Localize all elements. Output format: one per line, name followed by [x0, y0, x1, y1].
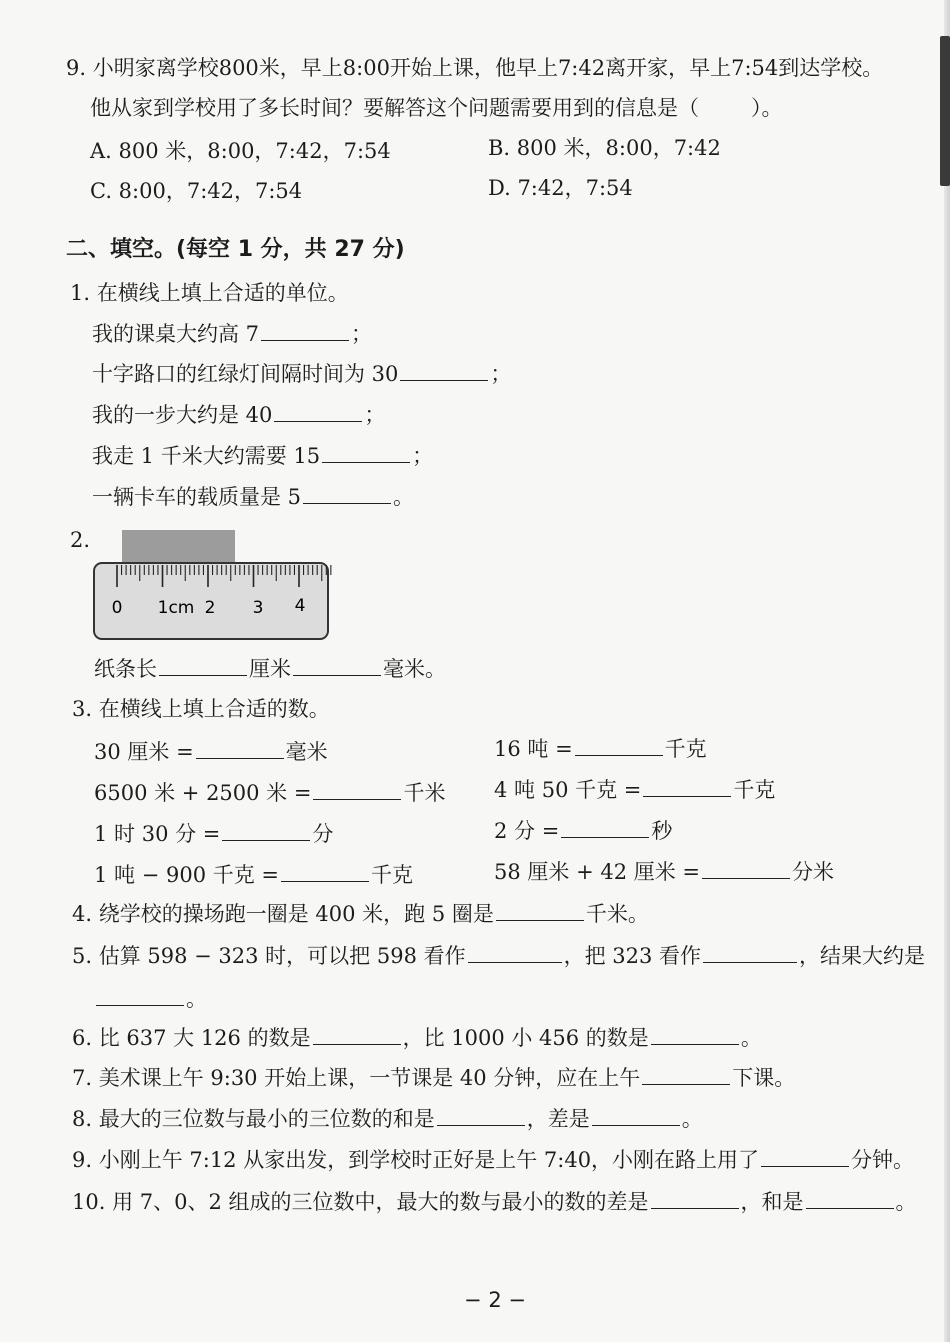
- q1-item-5: [92, 481, 414, 511]
- answer-blank[interactable]: [96, 983, 184, 1006]
- answer-blank[interactable]: [313, 777, 401, 800]
- q1-item-3: [92, 399, 385, 429]
- ruler-figure: [92, 530, 332, 642]
- answer-blank[interactable]: [313, 1022, 401, 1045]
- q6-mid: ，比 1000 小 456 的数是: [402, 1026, 649, 1050]
- q2-answer: [94, 653, 446, 683]
- q5-post: 。: [186, 987, 207, 1011]
- answer-blank[interactable]: [222, 818, 310, 841]
- answer-blank[interactable]: [642, 1062, 730, 1085]
- answer-blank[interactable]: [575, 733, 663, 756]
- answer-blank[interactable]: [651, 1022, 739, 1045]
- q3-left-3: [94, 818, 333, 848]
- q3-left-4: [94, 859, 413, 889]
- answer-blank[interactable]: [159, 653, 247, 676]
- q1-item-1: [92, 318, 372, 348]
- q5-line2: [94, 983, 207, 1013]
- answer-blank[interactable]: [281, 859, 369, 882]
- q7-text: 7. 美术课上午 9:30 开始上课，一节课是 40 分钟，应在上午: [72, 1066, 641, 1090]
- page-number: − 2 −: [464, 1288, 526, 1312]
- q9-stem-line1: 9. 小明家离学校800米，早上8:00开始上课，他早上7:42离开家，早上7:54到达学校。: [66, 56, 884, 80]
- q10-post: 。: [895, 1190, 917, 1214]
- q3-right-2: [494, 774, 775, 804]
- q10-text: 10. 用 7、0、2 组成的三位数中，最大的数与最小的数的差是: [72, 1190, 649, 1214]
- q6-post: 。: [740, 1026, 762, 1050]
- answer-blank[interactable]: [303, 481, 391, 504]
- q6-text: 6. 比 637 大 126 的数是: [72, 1026, 311, 1050]
- ruler-label-4: 4: [294, 596, 306, 616]
- ruler-label-3: 3: [252, 598, 264, 618]
- q1-item-text: 我的一步大约是 40: [92, 403, 273, 427]
- answer-blank[interactable]: [561, 815, 649, 838]
- q3-unit: 秒: [651, 819, 673, 843]
- q1-item-punct: 。: [393, 485, 415, 509]
- q1-title: 1. 在横线上填上合适的单位。: [70, 281, 349, 305]
- q9-option-c: C. 8:00，7:42，7:54: [90, 179, 303, 203]
- ruler-label-1cm: 1cm: [157, 598, 195, 618]
- q4-text: 4. 绕学校的操场跑一圈是 400 米，跑 5 圈是: [72, 902, 494, 926]
- q9-stem-post: ）。: [751, 96, 783, 120]
- answer-blank[interactable]: [806, 1186, 894, 1209]
- q9-option-d: D. 7:42，7:54: [488, 176, 633, 200]
- q3-left-1: [94, 736, 328, 766]
- q1-item-text: 我的课桌大约高 7: [92, 322, 260, 346]
- q3-expr: 30 厘米 =: [94, 740, 194, 764]
- q3-expr: 16 吨 =: [494, 737, 573, 761]
- answer-blank[interactable]: [702, 856, 790, 879]
- q3-right-3: [494, 815, 672, 845]
- q5-text: 5. 估算 598 − 323 时，可以把 598 看作: [72, 944, 466, 968]
- q8-text: 8. 最大的三位数与最小的三位数的和是: [72, 1107, 435, 1131]
- answer-blank[interactable]: [293, 653, 381, 676]
- q3-unit: 分米: [792, 860, 835, 884]
- q2-answer-post: 毫米。: [383, 657, 446, 681]
- answer-blank[interactable]: [261, 318, 349, 341]
- q7: [72, 1062, 795, 1092]
- ruler-label-2: 2: [204, 598, 216, 618]
- q2-label: 2.: [70, 528, 91, 552]
- q3-unit: 分: [312, 822, 334, 846]
- answer-blank[interactable]: [196, 736, 284, 759]
- q8-mid: ，差是: [526, 1107, 590, 1131]
- q3-expr: 58 厘米 + 42 厘米 =: [494, 860, 701, 884]
- answer-blank[interactable]: [703, 940, 797, 963]
- q4: [72, 898, 649, 928]
- q9-stem-line2: [90, 94, 783, 122]
- q10: [72, 1186, 917, 1216]
- q3-title: 3. 在横线上填上合适的数。: [72, 697, 330, 721]
- ruler-svg: [92, 530, 332, 642]
- q1-item-4: [92, 440, 433, 470]
- q1-item-2: [92, 358, 511, 388]
- q3-left-2: [94, 777, 445, 807]
- q9-option-b: B. 800 米，8:00，7:42: [488, 136, 721, 160]
- q1-item-punct: ；: [490, 362, 512, 386]
- q2-answer-mid: 厘米: [249, 657, 291, 681]
- scan-mark: [940, 36, 950, 186]
- answer-blank[interactable]: [400, 358, 488, 381]
- q3-unit: 千米: [403, 781, 446, 805]
- answer-blank[interactable]: [437, 1103, 525, 1126]
- scan-edge: [944, 0, 950, 1342]
- q8: [72, 1103, 703, 1133]
- q1-item-text: 我走 1 千米大约需要 15: [92, 444, 321, 468]
- answer-blank[interactable]: [468, 940, 562, 963]
- paper-strip: [122, 530, 235, 564]
- ruler-label-0: 0: [111, 598, 123, 618]
- q6: [72, 1022, 762, 1052]
- q9-stem-pre: 他从家到学校用了多长时间？要解答这个问题需要用到的信息是（: [90, 96, 699, 120]
- q3-right-4: [494, 856, 834, 886]
- q5-mid: ，把 323 看作: [563, 944, 702, 968]
- answer-blank[interactable]: [496, 898, 584, 921]
- q4-post: 千米。: [585, 902, 649, 926]
- q8-post: 。: [681, 1107, 703, 1131]
- answer-blank[interactable]: [592, 1103, 680, 1126]
- q1-item-text: 一辆卡车的载质量是 5: [92, 485, 302, 509]
- q3-unit: 千克: [371, 863, 414, 887]
- q10-mid: ，和是: [740, 1190, 804, 1214]
- q3-unit: 千克: [664, 737, 707, 761]
- q9-fill-post: 分钟。: [851, 1148, 915, 1172]
- q3-expr: 4 吨 50 千克 =: [494, 778, 642, 802]
- q9-fill: [72, 1144, 914, 1174]
- answer-blank[interactable]: [651, 1186, 739, 1209]
- q5-mid2: ，结果大约是: [799, 944, 926, 968]
- q9-option-a: A. 800 米，8:00，7:42，7:54: [90, 139, 391, 163]
- q3-expr: 1 时 30 分 =: [94, 822, 221, 846]
- q1-item-punct: ；: [364, 403, 386, 427]
- q1-item-punct: ；: [412, 444, 434, 468]
- q3-expr: 1 吨 − 900 千克 =: [94, 863, 280, 887]
- q9-fill-text: 9. 小刚上午 7:12 从家出发，到学校时正好是上午 7:40，小刚在路上用了: [72, 1148, 760, 1172]
- q2-answer-pre: 纸条长: [94, 657, 157, 681]
- answer-blank[interactable]: [322, 440, 410, 463]
- q3-expr: 6500 米 + 2500 米 =: [94, 781, 312, 805]
- q3-unit: 毫米: [285, 740, 328, 764]
- q3-expr: 2 分 =: [494, 819, 560, 843]
- q1-item-text: 十字路口的红绿灯间隔时间为 30: [92, 362, 399, 386]
- q7-post: 下课。: [732, 1066, 796, 1090]
- q1-item-punct: ；: [351, 322, 373, 346]
- answer-blank[interactable]: [761, 1144, 849, 1167]
- answer-blank[interactable]: [274, 399, 362, 422]
- q5-line1: [72, 940, 925, 970]
- answer-blank[interactable]: [643, 774, 731, 797]
- q3-right-1: [494, 733, 707, 763]
- q3-unit: 千克: [733, 778, 776, 802]
- section2-heading: 二、填空。(每空 1 分，共 27 分): [66, 237, 405, 262]
